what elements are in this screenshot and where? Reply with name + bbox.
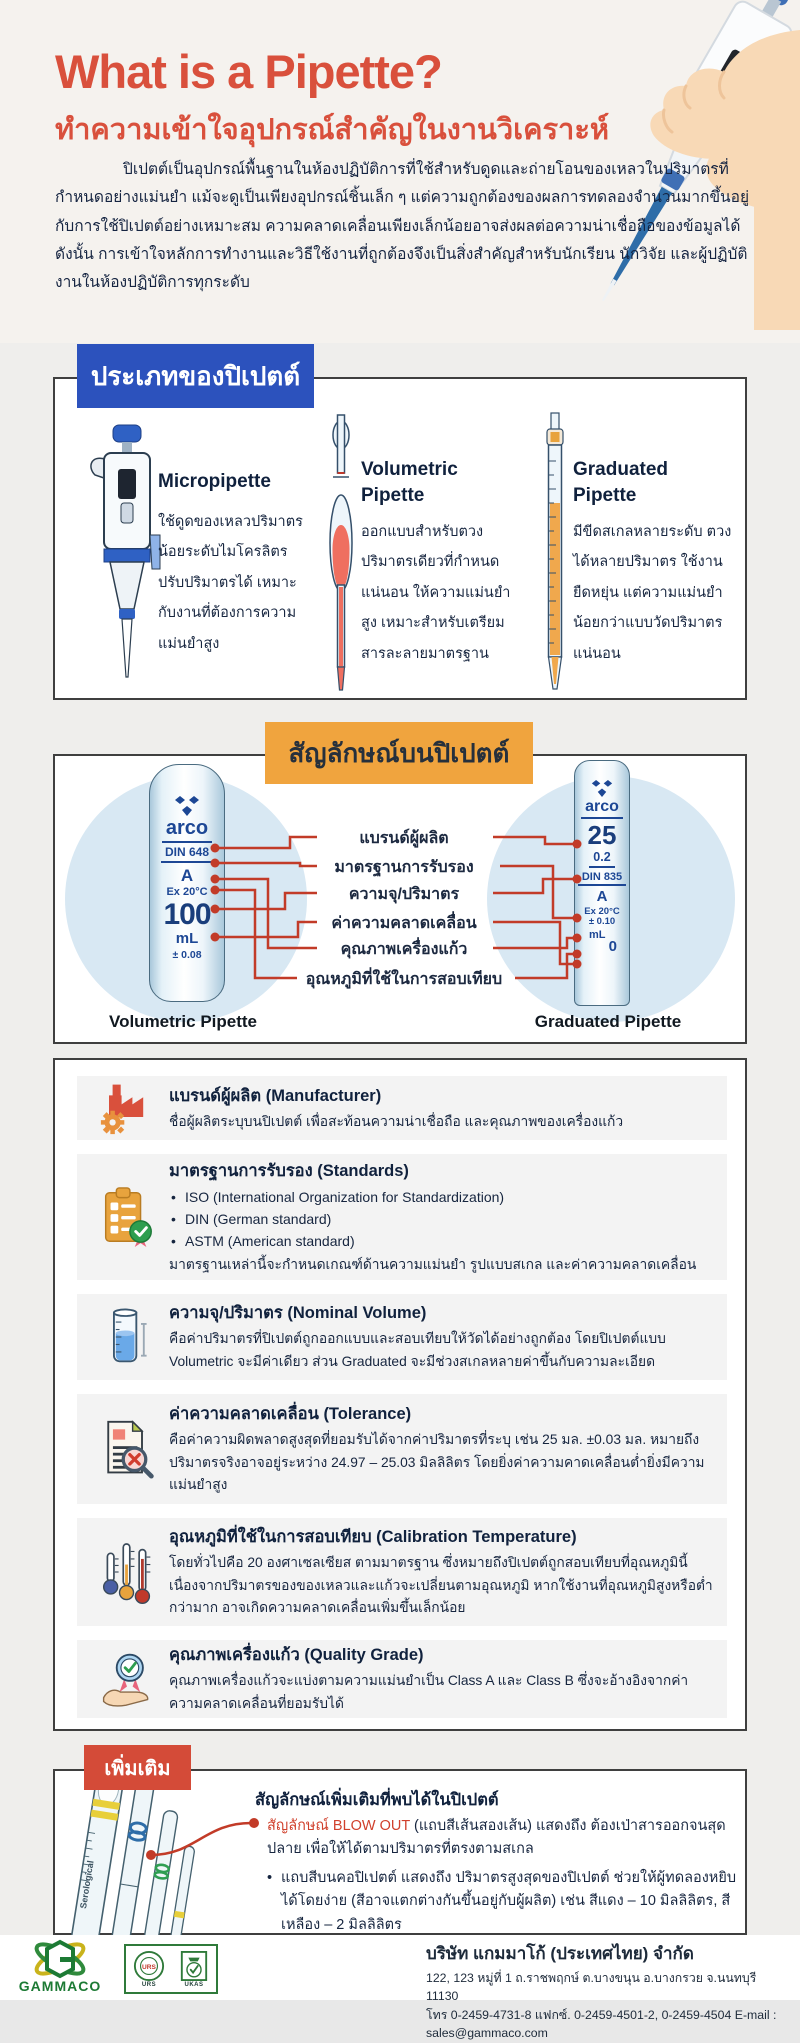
marking-brand: arco — [162, 817, 212, 843]
marking-brand: arco — [581, 798, 623, 819]
header-band — [0, 0, 800, 343]
company-address: 122, 123 หมู่ที่ 1 ถ.ราชพฤกษ์ ต.บางขนุน อ.บางกรวย จ.นนทบุรี 11130 — [426, 1971, 757, 2004]
standards-item: • ISO (International Organization for Standardization) — [169, 1186, 696, 1208]
detail-title: คุณภาพเครื่องแก้ว (Quality Grade) — [169, 1646, 424, 1665]
symbols-card — [53, 754, 747, 1044]
ukas-cert-icon — [179, 1950, 209, 1982]
company-contact: โทร 0-2459-4731-8 แฟกซ์. 0-2459-4501-2, 0-2459-4504 E-mail : sales@gammaco.com — [426, 2007, 777, 2041]
detail-desc: คือค่าความผิดพลาดสูงสุดที่ยอมรับได้จากค่าปริมาตรที่ระบุ เช่น 25 มล. ±0.03 มล. หมายถึง ปริมาตรจริงอาจอยู่ระหว่าง 24.97 – 25.03 มิลลิลิตร โดยยิ่งค่าความคาดเคลื่อนต่ำยิ่งมีความแม่นยำสูง — [169, 1432, 705, 1493]
marking-grade: A — [596, 888, 608, 906]
marking-zero: 0 — [608, 938, 617, 956]
symbol-label-calibration-temp: อุณหภูมิที่ใช้ในการสอบเทียบ — [305, 971, 503, 988]
marking-subdivision: 0.2 — [589, 850, 614, 867]
company-name: บริษัท แกมมาโก้ (ประเทศไทย) จำกัด — [426, 1944, 694, 1963]
marking-standard: DIN 648 — [161, 846, 213, 863]
detail-row-quality-grade — [77, 1640, 727, 1718]
marking-calibration: Ex 20°C — [166, 886, 208, 899]
types-card — [53, 377, 747, 700]
marking-standard: DIN 835 — [578, 871, 626, 887]
blowout-rest: (แถบสีเส้นสองเส้น) แสดงถึง ต้องเป่าสารออกจนสุดปลาย เพื่อให้ได้ตามปริมาตรที่ตรงตามสเกล — [267, 1818, 726, 1858]
type-desc-volumetric: ออกแบบสำหรับตวงปริมาตรเดียวที่กำหนดแน่นอน ให้ความแม่นยำสูง เหมาะสำหรับเตรียมสารละลายมาตรฐาน — [361, 524, 511, 662]
detail-title: ความจุ/ปริมาตร (Nominal Volume) — [169, 1304, 427, 1323]
marking-tolerance: ± 0.10 — [588, 916, 616, 928]
detail-row-nominal-volume — [77, 1294, 727, 1380]
extra-title: สัญลักษณ์เพิ่มเติมที่พบได้ในปิเปตต์ — [255, 1791, 499, 1809]
volumetric-caption: Volumetric Pipette — [109, 1012, 257, 1031]
marking-tolerance: ± 0.08 — [172, 948, 202, 961]
marking-unit: mL — [589, 929, 606, 942]
detail-row-manufacturer — [77, 1076, 727, 1140]
graduated-caption: Graduated Pipette — [534, 1012, 682, 1031]
marking-volume: 100 — [163, 897, 211, 931]
magnifier-document-icon — [97, 1418, 157, 1480]
types-section-header: ประเภทของปิเปตต์ — [77, 344, 314, 408]
volumetric-pipette-illustration — [319, 413, 363, 695]
detail-desc: โดยทั่วไปคือ 20 องศาเซลเซียส ตามมาตรฐาน ซึ่งหมายถึงปิเปตต์ถูกสอบเทียบที่อุณหภูมินี้ เนื่องจากปริมาตรของของเหลวและแก้วจะเปลี่ยนตามอุณหภูมิ หากใช้งานที่อุณหภูมิสูงหรือต่ำกว่ามาก อาจเกิดความคลาดเคลื่อนเพิ่มขึ้นเล็กน้อย — [169, 1555, 713, 1616]
symbol-label-quality: คุณภาพเครื่องแก้ว — [340, 941, 468, 958]
detail-title: อุณหภูมิที่ใช้ในการสอบเทียบ (Calibration Temperature) — [169, 1528, 577, 1547]
extra-bullet-blowout — [267, 1815, 729, 1862]
marking-calibration: Ex 20°C — [584, 905, 620, 917]
beaker-icon — [99, 1307, 155, 1367]
detail-row-standards — [77, 1154, 727, 1280]
gammaco-logo-icon — [10, 1938, 110, 1980]
symbol-label-standard: มาตรฐานการรับรอง — [334, 859, 474, 876]
ukas-cert-logo — [179, 1950, 209, 1988]
certification-logos — [124, 1944, 218, 1994]
urs-cert-icon — [133, 1950, 165, 1982]
detail-title: มาตรฐานการรับรอง (Standards) — [169, 1161, 409, 1180]
detail-desc: คุณภาพเครื่องแก้วจะแบ่งตามความแม่นยำเป็น Class A และ Class B ซึ่งจะอ้างอิงจากค่าความคลาดเคลื่อนที่ยอมรับได้ — [169, 1673, 689, 1711]
detail-title: ค่าความคลาดเคลื่อน (Tolerance) — [169, 1405, 412, 1424]
extra-section-header: เพิ่มเติม — [84, 1745, 191, 1790]
page-title: What is a Pipette? — [55, 45, 442, 98]
type-name-volumetric: Volumetric Pipette — [361, 459, 458, 506]
cert-label: URS — [141, 1982, 157, 1988]
detail-desc: มาตรฐานเหล่านี้จะกำหนดเกณฑ์ด้านความแม่นยำ รูปแบบสเกล และค่าความคลาดเคลื่อน — [169, 1256, 697, 1272]
details-card — [53, 1058, 747, 1731]
detail-desc: ชื่อผู้ผลิตระบุบนปิเปตต์ เพื่อสะท้อนความน่าเชื่อถือ และคุณภาพของเครื่องแก้ว — [169, 1113, 624, 1129]
factory-icon — [98, 1081, 156, 1135]
type-name-graduated: Graduated Pipette — [573, 459, 669, 506]
thermometer-icon — [99, 1540, 155, 1604]
blowout-highlight: สัญลักษณ์ BLOW OUT — [267, 1818, 410, 1834]
type-desc-graduated: มีขีดสเกลหลายระดับ ตวงได้หลายปริมาตร ใช้งานยืดหยุ่น แต่ความแม่นยำน้อยกว่าแบบวัดปริมาตรแน่นอน — [573, 524, 732, 662]
symbol-label-brand: แบรนด์ผู้ผลิต — [359, 830, 449, 847]
company-info — [426, 1940, 790, 2043]
extra-card — [53, 1769, 747, 1935]
standards-list — [169, 1186, 696, 1253]
medal-hand-icon — [98, 1649, 156, 1709]
extra-bullet-colorband: • แถบสีบนคอปิเปตต์ แสดงถึง ปริมาตรสูงสุดของปิเปตต์ ช่วยให้ผู้ทดลองหยิบได้โดยง่าย (สีอาจแตกต่างกันขึ้นอยู่กับผู้ผลิต) เช่น สีแดง – 10 มิลลิลิตร, สีเหลือง – 2 มิลลิลิตร — [267, 1867, 737, 1937]
gammaco-logo — [10, 1938, 110, 1994]
detail-title: แบรนด์ผู้ผลิต (Manufacturer) — [169, 1086, 382, 1105]
marking-volume: 25 — [587, 820, 617, 851]
detail-row-tolerance — [77, 1394, 727, 1504]
symbol-label-volume: ความจุ/ปริมาตร — [348, 886, 460, 903]
symbols-section-header: สัญลักษณ์บนปิเปตต์ — [265, 722, 533, 784]
svg-text:Serological: Serological — [78, 1859, 96, 1910]
cert-label: UKAS — [184, 1982, 204, 1988]
type-desc-micropipette: ใช้ดูดของเหลวปริมาตรน้อยระดับไมโครลิตร ปรับปริมาตรได้ เหมาะกับงานที่ต้องการความแม่นยำสูง — [158, 514, 303, 652]
marking-unit: mL — [175, 930, 199, 948]
detail-row-calibration-temperature — [77, 1518, 727, 1626]
svg-text:URS: URS — [142, 1963, 156, 1971]
type-name-micropipette: Micropipette — [158, 471, 271, 492]
detail-desc: คือค่าปริมาตรที่ปิเปตต์ถูกออกแบบและสอบเทียบให้วัดได้อย่างถูกต้อง โดยปิเปตต์แบบ Volumetric จะมีค่าเดียว ส่วน Graduated จะมีช่วงสเกลหลายค่าขึ้นกับความละเอียด — [169, 1331, 666, 1369]
gammaco-brand-text: GAMMACO — [18, 1978, 102, 1994]
intro-paragraph: ปิเปตต์เป็นอุปกรณ์พื้นฐานในห้องปฏิบัติการที่ใช้สำหรับดูดและถ่ายโอนของเหลวในปริมาตรที่กำหนดอย่างแม่นยำ แม้จะดูเป็นเพียงอุปกรณ์ชิ้นเล็ก ๆ แต่ความถูกต้องของผลการทดลองจำนวนมากขึ้นอยู่กับการใช้ปิเปตต์อย่างเหมาะสม ความคลาดเคลื่อนเพียงเล็กน้อยอาจส่งผลต่อความน่าเชื่อถือของข้อมูลได้ ดังนั้น การเข้าใจหลักการทำงานและวิธีใช้งานที่ถูกต้องจึงเป็นสิ่งสำคัญสำหรับนักเรียน นักวิจัย และผู้ปฏิบัติงานในห้องปฏิบัติการทุกระดับ — [55, 161, 750, 292]
graduated-pipette-illustration — [535, 413, 575, 695]
clipboard-icon — [96, 1185, 158, 1249]
urs-cert-logo — [133, 1950, 165, 1988]
symbol-label-tolerance: ค่าความคลาดเคลื่อน — [331, 915, 477, 932]
marking-grade: A — [180, 865, 194, 885]
standards-item: • DIN (German standard) — [169, 1208, 696, 1230]
micropipette-illustration — [75, 423, 165, 683]
page-subtitle: ทำความเข้าใจอุปกรณ์สำคัญในงานวิเคราะห์ — [55, 114, 610, 146]
standards-item: • ASTM (American standard) — [169, 1230, 696, 1252]
